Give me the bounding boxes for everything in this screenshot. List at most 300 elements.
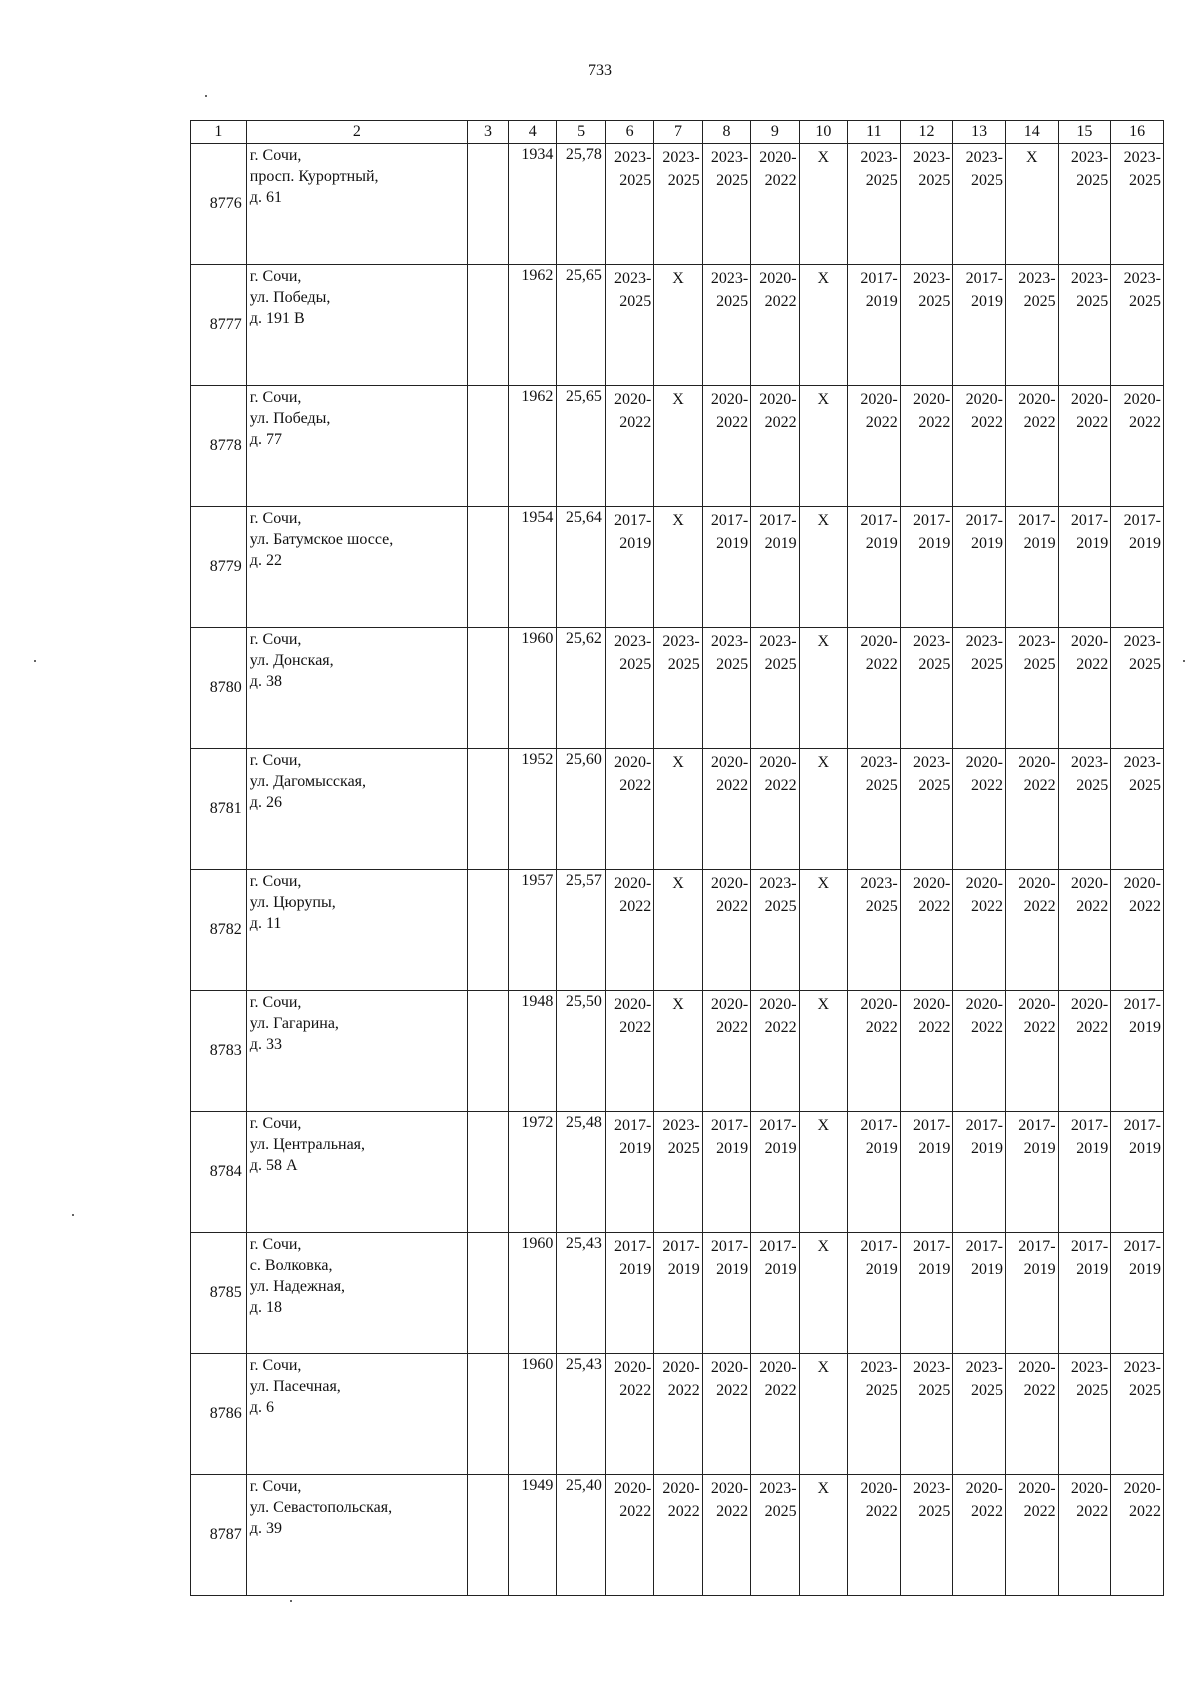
period-text: 2019: [619, 1140, 652, 1157]
period-text: Х: [817, 875, 830, 892]
period-text: Х: [817, 1480, 830, 1497]
period-text: 2023-: [965, 149, 1003, 166]
period-text: 2020-: [1018, 996, 1056, 1013]
period-text: 2022: [1129, 414, 1161, 431]
address-line: д. 38: [249, 673, 282, 690]
period-text: 2022: [1076, 656, 1109, 673]
period-cell: [900, 991, 953, 1112]
row-number: 8784: [191, 1112, 247, 1233]
period-text: 2020-: [1018, 391, 1056, 408]
period-cell: [848, 1112, 901, 1233]
period-cell: [751, 1354, 799, 1475]
address-line: г. Сочи,: [249, 1478, 302, 1495]
period-text: 2020-: [1018, 754, 1056, 771]
period-text: 2023-: [913, 1359, 951, 1376]
value-cell: 25,78: [557, 144, 605, 265]
period-text: 2020-: [613, 875, 652, 892]
period-text: 2025: [865, 898, 898, 915]
period-text: 2017-: [759, 1117, 797, 1134]
period-text: 2022: [970, 1503, 1003, 1520]
period-text: 2020-: [965, 391, 1003, 408]
column-header: 16: [1111, 121, 1164, 144]
period-text: 2023-: [613, 633, 652, 650]
column-number-row: [191, 121, 1164, 144]
period-cell: [654, 1354, 702, 1475]
address-line: д. 191 В: [249, 310, 305, 327]
period-text: Х: [817, 633, 830, 650]
period-text: 2025: [918, 172, 951, 189]
period-text: 2022: [764, 1019, 797, 1036]
period-text: 2019: [619, 535, 652, 552]
period-text: 2017-: [710, 512, 749, 529]
address-line: ул. Донская,: [249, 652, 334, 669]
period-text: 2025: [1129, 656, 1161, 673]
column-header: 6: [605, 121, 653, 144]
period-cell: [1111, 628, 1164, 749]
period-text: 2017-: [1123, 1117, 1161, 1134]
period-cell: [1005, 628, 1058, 749]
period-text: 2022: [764, 172, 797, 189]
period-text: Х: [817, 996, 830, 1013]
period-cell: [605, 144, 653, 265]
period-text: 2020-: [613, 1480, 652, 1497]
period-cell: [751, 507, 799, 628]
value-cell: 25,40: [557, 1475, 605, 1596]
table-row: [191, 628, 1164, 749]
period-text: 2017-: [965, 512, 1003, 529]
address-line: д. 39: [249, 1520, 282, 1537]
period-cell: [1005, 507, 1058, 628]
period-cell: [953, 870, 1006, 991]
period-text: 2017-: [1123, 996, 1161, 1013]
period-cell: [799, 1112, 847, 1233]
period-text: 2020-: [710, 996, 749, 1013]
address-line: ул. Победы,: [249, 410, 331, 427]
period-text: 2023-: [1123, 1359, 1161, 1376]
row-number: 8776: [191, 144, 247, 265]
period-cell: [900, 1354, 953, 1475]
address-line: г. Сочи,: [249, 389, 302, 406]
column-header: 1: [191, 121, 247, 144]
address-line: ул. Дагомысская,: [249, 773, 367, 790]
period-text: 2023-: [759, 875, 797, 892]
period-text: 2025: [1023, 293, 1056, 310]
period-text: Х: [817, 391, 830, 408]
period-text: 2017-: [1018, 1238, 1056, 1255]
period-text: 2022: [970, 1019, 1003, 1036]
column-header: 10: [799, 121, 847, 144]
period-cell: [900, 1475, 953, 1596]
column-3-cell: [467, 1475, 508, 1596]
period-cell: [1111, 991, 1164, 1112]
period-text: 2019: [1076, 1261, 1109, 1278]
value-cell: 25,65: [557, 386, 605, 507]
period-cell: [702, 1112, 750, 1233]
period-text: 2020-: [710, 391, 749, 408]
address-cell: [246, 628, 467, 749]
address-cell: [246, 1475, 467, 1596]
period-text: 2025: [667, 172, 700, 189]
column-header: 8: [702, 121, 750, 144]
period-cell: [654, 1233, 702, 1354]
period-cell: [848, 386, 901, 507]
period-text: 2020-: [965, 996, 1003, 1013]
period-text: 2020-: [710, 875, 749, 892]
year-cell: 1960: [508, 628, 556, 749]
period-cell: [953, 386, 1006, 507]
period-text: 2025: [619, 172, 652, 189]
period-cell: [799, 749, 847, 870]
year-cell: 1960: [508, 1233, 556, 1354]
year-cell: 1949: [508, 1475, 556, 1596]
period-text: 2020-: [1070, 633, 1109, 650]
period-text: 2023-: [759, 1480, 797, 1497]
address-line: г. Сочи,: [249, 510, 302, 527]
period-text: 2025: [918, 1503, 951, 1520]
period-text: 2025: [716, 172, 749, 189]
period-text: 2020-: [662, 1480, 700, 1497]
address-cell: [246, 749, 467, 870]
period-text: 2019: [764, 535, 797, 552]
address-line: д. 77: [249, 431, 282, 448]
column-3-cell: [467, 265, 508, 386]
period-cell: [1111, 1112, 1164, 1233]
period-text: 2020-: [759, 1359, 797, 1376]
address-cell: [246, 870, 467, 991]
period-text: 2022: [716, 1503, 749, 1520]
period-text: 2025: [1129, 1382, 1161, 1399]
period-cell: [751, 870, 799, 991]
address-line: просп. Курортный,: [249, 168, 379, 185]
period-cell: [848, 628, 901, 749]
period-text: 2023-: [965, 1359, 1003, 1376]
column-3-cell: [467, 507, 508, 628]
address-line: д. 18: [249, 1299, 282, 1316]
period-cell: [900, 628, 953, 749]
period-text: 2025: [1076, 293, 1109, 310]
period-text: 2019: [1129, 1140, 1161, 1157]
address-line: г. Сочи,: [249, 1236, 302, 1253]
period-text: Х: [817, 149, 830, 166]
period-text: 2020-: [759, 996, 797, 1013]
period-text: 2017-: [613, 1238, 652, 1255]
period-text: 2022: [667, 1503, 700, 1520]
period-cell: [953, 749, 1006, 870]
year-cell: 1954: [508, 507, 556, 628]
period-text: 2023-: [1018, 270, 1056, 287]
period-cell: [1058, 628, 1111, 749]
period-text: 2020-: [613, 391, 652, 408]
period-text: 2023-: [1123, 754, 1161, 771]
period-text: 2020-: [913, 391, 951, 408]
period-text: 2025: [667, 1140, 700, 1157]
period-text: 2023-: [1018, 633, 1056, 650]
period-cell: [605, 870, 653, 991]
period-text: 2022: [1076, 898, 1109, 915]
period-text: 2019: [970, 293, 1003, 310]
period-cell: [751, 1233, 799, 1354]
period-cell: [848, 144, 901, 265]
period-text: 2022: [865, 414, 898, 431]
period-cell: [654, 628, 702, 749]
period-text: 2022: [1023, 1503, 1056, 1520]
value-cell: 25,57: [557, 870, 605, 991]
row-number: 8781: [191, 749, 247, 870]
address-line: ул. Победы,: [249, 289, 331, 306]
period-cell: [1111, 507, 1164, 628]
period-text: 2025: [667, 656, 700, 673]
address-line: ул. Пасечная,: [249, 1378, 341, 1395]
year-cell: 1952: [508, 749, 556, 870]
period-cell: [1005, 265, 1058, 386]
address-line: г. Сочи,: [249, 1115, 302, 1132]
value-cell: 25,50: [557, 991, 605, 1112]
period-text: 2022: [619, 1019, 652, 1036]
period-cell: [654, 144, 702, 265]
column-3-cell: [467, 991, 508, 1112]
column-header: 9: [751, 121, 799, 144]
period-text: Х: [672, 512, 684, 529]
period-text: 2023-: [913, 633, 951, 650]
period-text: 2019: [865, 535, 898, 552]
period-text: 2020-: [759, 149, 797, 166]
period-cell: [702, 144, 750, 265]
period-text: 2020-: [1123, 875, 1161, 892]
period-text: 2023-: [1070, 149, 1109, 166]
period-text: 2023-: [710, 633, 749, 650]
address-line: с. Волковка,: [249, 1257, 333, 1274]
scan-speck: [205, 95, 207, 97]
period-text: 2019: [1129, 535, 1161, 552]
period-text: 2025: [764, 656, 797, 673]
period-text: 2023-: [613, 270, 652, 287]
period-text: 2020-: [613, 754, 652, 771]
column-3-cell: [467, 1354, 508, 1475]
period-cell: [605, 1112, 653, 1233]
period-cell: [953, 144, 1006, 265]
period-text: 2020-: [710, 1480, 749, 1497]
period-text: 2019: [918, 535, 951, 552]
period-text: 2022: [865, 656, 898, 673]
period-cell: [702, 1475, 750, 1596]
period-cell: [654, 507, 702, 628]
period-text: 2023-: [913, 754, 951, 771]
period-text: 2022: [1076, 1019, 1109, 1036]
period-cell: [751, 1475, 799, 1596]
period-cell: [654, 870, 702, 991]
row-number: 8786: [191, 1354, 247, 1475]
value-cell: 25,43: [557, 1233, 605, 1354]
year-cell: 1948: [508, 991, 556, 1112]
period-cell: [900, 507, 953, 628]
period-cell: [605, 1233, 653, 1354]
address-line: ул. Цюрупы,: [249, 894, 336, 911]
period-text: 2019: [716, 535, 749, 552]
period-cell: [1111, 386, 1164, 507]
period-text: 2022: [865, 1503, 898, 1520]
table-row: [191, 1354, 1164, 1475]
period-text: Х: [817, 754, 830, 771]
address-cell: [246, 386, 467, 507]
page-number: 733: [588, 62, 612, 79]
row-number: 8779: [191, 507, 247, 628]
column-header: 2: [246, 121, 467, 144]
address-line: ул. Центральная,: [249, 1136, 366, 1153]
column-3-cell: [467, 144, 508, 265]
column-header: 7: [654, 121, 702, 144]
period-cell: [799, 628, 847, 749]
period-cell: [900, 870, 953, 991]
period-cell: [654, 265, 702, 386]
period-text: 2017-: [860, 512, 898, 529]
period-text: 2025: [1076, 172, 1109, 189]
period-cell: [702, 749, 750, 870]
period-text: 2022: [764, 414, 797, 431]
period-text: 2025: [918, 293, 951, 310]
period-text: 2019: [619, 1261, 652, 1278]
period-text: 2022: [716, 414, 749, 431]
period-cell: [1111, 144, 1164, 265]
period-text: 2022: [764, 293, 797, 310]
period-text: 2023-: [860, 149, 898, 166]
year-cell: 1960: [508, 1354, 556, 1475]
period-text: Х: [817, 1117, 830, 1134]
table-row: [191, 386, 1164, 507]
period-cell: [900, 265, 953, 386]
period-text: 2020-: [1070, 1480, 1109, 1497]
period-cell: [799, 1233, 847, 1354]
scan-speck: [34, 660, 36, 662]
period-text: 2022: [1023, 414, 1056, 431]
period-text: 2023-: [662, 633, 700, 650]
period-cell: [953, 1354, 1006, 1475]
housing-registry-table: [190, 120, 1164, 1596]
column-header: 15: [1058, 121, 1111, 144]
period-text: 2022: [716, 1382, 749, 1399]
period-cell: [605, 1475, 653, 1596]
row-number: 8782: [191, 870, 247, 991]
period-cell: [751, 628, 799, 749]
column-header: 5: [557, 121, 605, 144]
address-cell: [246, 1354, 467, 1475]
column-header: 11: [848, 121, 901, 144]
table-row: [191, 870, 1164, 991]
period-text: 2020-: [965, 1480, 1003, 1497]
period-cell: [848, 749, 901, 870]
period-text: Х: [672, 996, 684, 1013]
period-text: 2019: [918, 1261, 951, 1278]
value-cell: 25,62: [557, 628, 605, 749]
address-line: ул. Гагарина,: [249, 1015, 339, 1032]
period-text: 2019: [716, 1261, 749, 1278]
period-text: Х: [817, 270, 830, 287]
period-text: 2023-: [913, 270, 951, 287]
period-text: 2022: [970, 414, 1003, 431]
column-3-cell: [467, 1112, 508, 1233]
period-text: 2017-: [860, 270, 898, 287]
period-text: 2022: [1023, 1019, 1056, 1036]
period-text: 2019: [667, 1261, 700, 1278]
period-text: Х: [672, 391, 684, 408]
period-text: 2025: [918, 656, 951, 673]
table-row: [191, 1233, 1164, 1354]
row-number: 8783: [191, 991, 247, 1112]
year-cell: 1962: [508, 265, 556, 386]
value-cell: 25,64: [557, 507, 605, 628]
period-cell: [953, 1112, 1006, 1233]
period-cell: [848, 1233, 901, 1354]
period-cell: [1111, 1475, 1164, 1596]
period-text: 2022: [764, 777, 797, 794]
period-cell: [1005, 1475, 1058, 1596]
period-cell: [799, 386, 847, 507]
period-text: 2017-: [1018, 1117, 1056, 1134]
value-cell: 25,48: [557, 1112, 605, 1233]
period-text: 2022: [1023, 898, 1056, 915]
period-text: 2017-: [965, 270, 1003, 287]
period-text: 2019: [764, 1261, 797, 1278]
period-cell: [953, 628, 1006, 749]
address-line: д. 6: [249, 1399, 274, 1416]
period-cell: [702, 870, 750, 991]
period-cell: [1058, 1233, 1111, 1354]
address-line: ул. Севастопольская,: [249, 1499, 393, 1516]
period-text: 2023-: [710, 270, 749, 287]
period-text: 2022: [970, 898, 1003, 915]
period-cell: [799, 870, 847, 991]
period-cell: [605, 265, 653, 386]
period-text: 2020-: [1123, 391, 1161, 408]
period-text: 2025: [970, 172, 1003, 189]
period-cell: [848, 265, 901, 386]
period-text: 2017-: [1123, 512, 1161, 529]
period-cell: [1111, 265, 1164, 386]
period-text: 2020-: [710, 1359, 749, 1376]
period-text: 2017-: [913, 1238, 951, 1255]
period-cell: [702, 1354, 750, 1475]
address-cell: [246, 1233, 467, 1354]
period-text: Х: [1026, 149, 1038, 166]
column-header: 13: [953, 121, 1006, 144]
period-text: 2017-: [613, 512, 652, 529]
period-text: 2022: [1023, 1382, 1056, 1399]
column-header: 4: [508, 121, 556, 144]
period-cell: [1005, 991, 1058, 1112]
address-cell: [246, 507, 467, 628]
period-text: 2022: [619, 1382, 652, 1399]
period-cell: [751, 991, 799, 1112]
row-number: 8780: [191, 628, 247, 749]
period-text: 2019: [970, 1140, 1003, 1157]
address-line: ул. Надежная,: [249, 1278, 346, 1295]
column-header: 12: [900, 121, 953, 144]
period-text: 2019: [1129, 1261, 1161, 1278]
period-text: 2017-: [662, 1238, 700, 1255]
period-text: 2023-: [1070, 754, 1109, 771]
period-text: 2019: [1129, 1019, 1161, 1036]
period-text: 2017-: [759, 512, 797, 529]
period-cell: [654, 749, 702, 870]
address-line: г. Сочи,: [249, 631, 302, 648]
period-text: Х: [817, 1359, 830, 1376]
period-text: 2019: [970, 535, 1003, 552]
period-text: 2025: [764, 1503, 797, 1520]
period-cell: [1058, 507, 1111, 628]
period-cell: [751, 144, 799, 265]
period-text: 2019: [1023, 535, 1056, 552]
table-row: [191, 1112, 1164, 1233]
period-text: 2025: [865, 777, 898, 794]
